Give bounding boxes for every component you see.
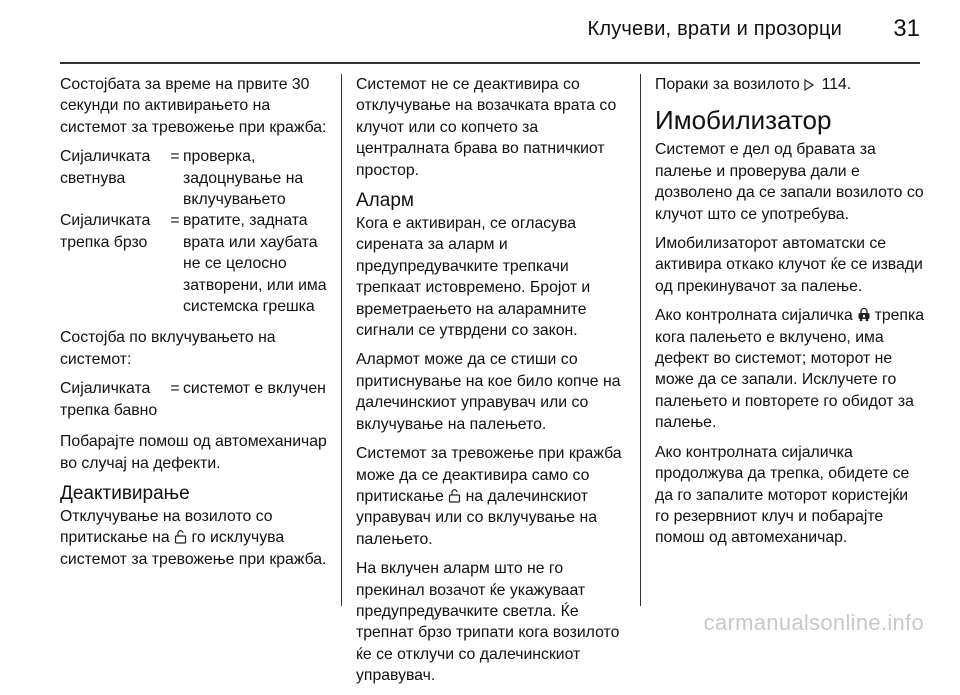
paragraph: Системот за тревожење при кражба може да се деактивира само со притискање на далечинскиот управувач или со вклучување на палењето. xyxy=(356,445,622,548)
table-eq: = xyxy=(170,148,180,166)
paragraph: Состојба по вклучувањето на системот: xyxy=(60,329,276,368)
heading-deactivation: Деактивирање xyxy=(60,482,190,504)
paragraph: Системот е дел од бравата за палење и проверува дали е дозволено да се запали возилото со клучот што се употребува. xyxy=(655,141,924,223)
paragraph: Алармот може да се стиши со притиснување на кое било копче на далечинскиот управувач или со вклучување на палењето. xyxy=(356,351,621,433)
table-label: Сијаличката светнува xyxy=(60,148,151,187)
status-table-2 xyxy=(60,378,338,421)
paragraph: Ако контролната сијаличка продолжува да трепка, обидете се да го запалите моторот користејќи го резервниот клуч и побарајте помош од автомеханичар. xyxy=(655,443,910,547)
page-header xyxy=(60,0,920,64)
table-value: вратите, задната врата или хаубата не се целосно затворени, или има системска грешка xyxy=(183,212,327,316)
unlock-icon xyxy=(174,529,187,543)
watermark: carmanualsonline.info xyxy=(703,610,924,635)
paragraph: Отклучување на возилото со притискање на го исклучува системот за тревожење при кражба. xyxy=(60,507,327,568)
heading-immobilizer: Имобилизатор xyxy=(655,105,832,136)
paragraph: Пораки за возилото 114. xyxy=(655,76,852,93)
status-table-1 xyxy=(60,146,338,317)
paragraph: Имобилизаторот автоматски се активира откако клучот ќе се извади од прекинувачот за палење. xyxy=(655,235,923,295)
paragraph: Кога е активиран, се огласува сирената за аларм и предупредувачките трепкачи трепкаат истовремено. Бројот и времетраењето на аларамните сигнали се утврдени со закон. xyxy=(356,215,591,340)
column-divider-2 xyxy=(640,74,641,606)
table-value: проверка, задоцнување на вклучувањето xyxy=(183,148,304,209)
column-1 xyxy=(60,74,338,578)
paragraph: На вклучен аларм што не го прекинал возачот ќе укажуваат предупредувачките светла. Ќе трепнат брзо трипати кога возилото ќе се отклучи со далечинскиот управувач. xyxy=(356,560,620,685)
table-label: Сијаличката трепка бавно xyxy=(60,380,158,419)
column-3 xyxy=(655,74,925,557)
car-lock-icon xyxy=(857,307,870,321)
table-eq: = xyxy=(170,380,180,398)
table-value: системот е вклучен xyxy=(183,380,326,398)
heading-alarm: Аларм xyxy=(356,190,414,212)
page-number: 31 xyxy=(893,15,920,42)
table-eq: = xyxy=(170,212,180,230)
paragraph: Состојбата за време на првите 30 секунди по активирањето на системот за тревожење при кражба: xyxy=(60,76,327,136)
column-2 xyxy=(356,74,628,695)
page-title: Клучеви, врати и прозорци xyxy=(587,18,842,40)
unlock-icon xyxy=(448,488,461,502)
column-divider-1 xyxy=(341,74,342,606)
paragraph: Системот не се деактивира со отклучување на возачката врата со клучот или со копчето за централната брава во патничкиот простор. xyxy=(356,76,617,179)
table-label: Сијаличката трепка брзо xyxy=(60,212,151,251)
paragraph: Ако контролната сијаличка трепка кога палењето е вклучено, има дефект во системот; моторот не може да се запали. Исклучете го палењето и повторете го обидот за палење. xyxy=(655,307,924,432)
triangle-ref-icon xyxy=(804,76,817,90)
paragraph: Побарајте помош од автомеханичар во случај на дефекти. xyxy=(60,433,327,472)
